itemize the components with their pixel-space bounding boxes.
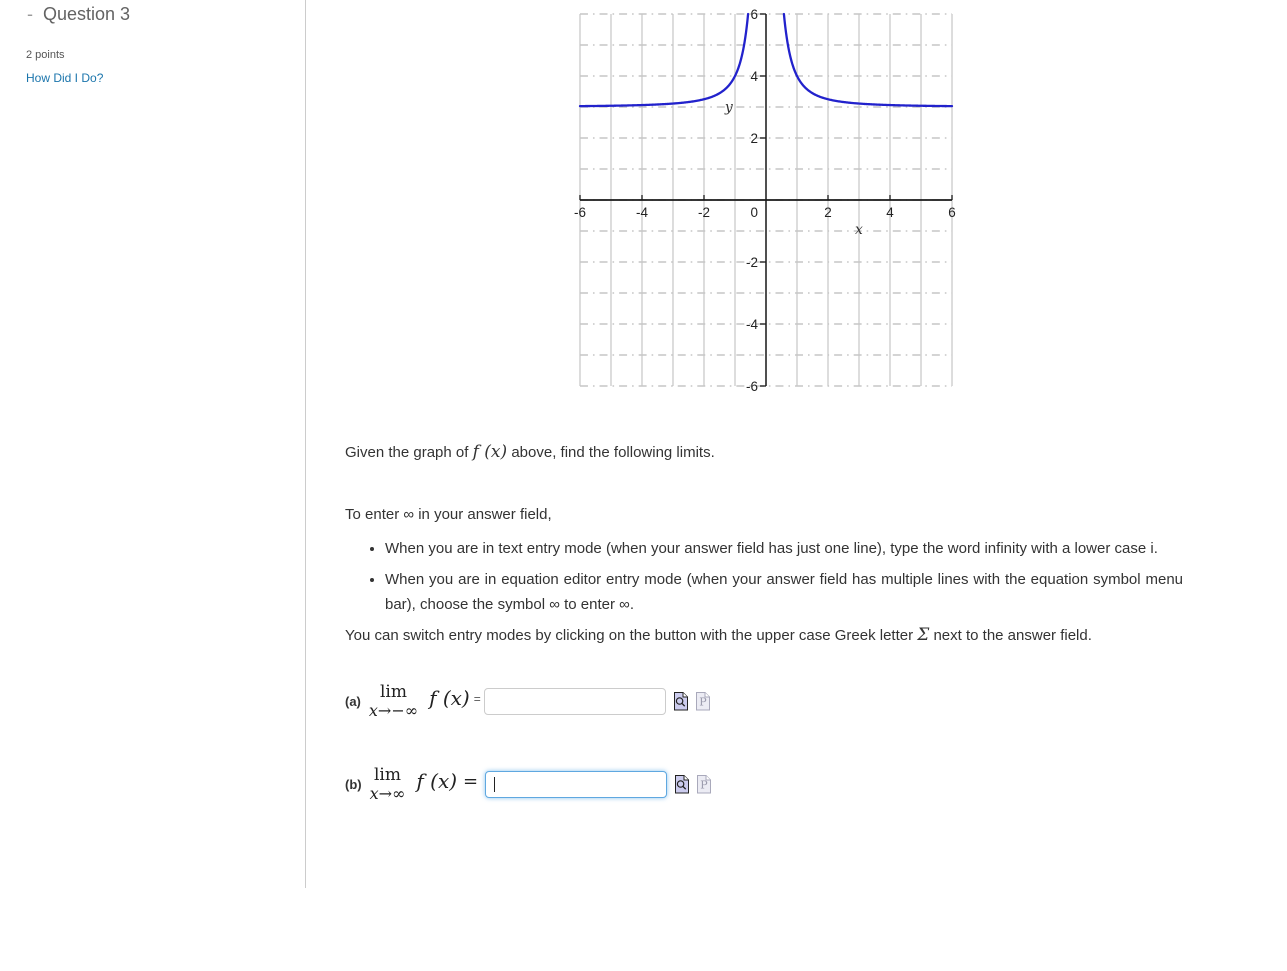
svg-text:-2: -2 [746, 254, 759, 270]
svg-text:0: 0 [750, 204, 759, 220]
lim-approach: x→∞ [369, 784, 406, 803]
answer-row-a [345, 684, 1183, 719]
collapse-toggle-icon[interactable]: - [27, 4, 33, 24]
svg-text:-6: -6 [746, 378, 759, 394]
fx-math: f (x) [429, 685, 470, 710]
plot-button [696, 692, 710, 711]
list-item: • When you are in equation editor entry mode (when your answer field has multiple lines with the equation symbol menu bar), choose the symbol ∞ to enter ∞. [385, 567, 1183, 617]
svg-text:6: 6 [750, 6, 759, 22]
svg-text:-6: -6 [574, 204, 586, 220]
svg-text:2: 2 [824, 204, 832, 220]
svg-text:2: 2 [750, 130, 759, 146]
lim-word: lim [373, 765, 401, 785]
text-cursor [494, 777, 495, 792]
svg-text:-2: -2 [698, 204, 710, 220]
part-b-label: (b) [345, 776, 362, 792]
function-graph [574, 6, 956, 394]
switch-modes-paragraph [345, 623, 1183, 648]
svg-text:P: P [699, 695, 707, 709]
fx-math: f (x) [472, 442, 508, 462]
answer-b-input[interactable] [485, 771, 667, 798]
magnifier-document-icon [674, 692, 688, 711]
plot-button [697, 775, 711, 794]
preview-button[interactable] [674, 692, 688, 711]
answer-input-wrap [485, 771, 667, 798]
question-header [0, 0, 304, 26]
question-sidebar [0, 0, 304, 87]
svg-text:4: 4 [886, 204, 894, 220]
answer-a-input[interactable] [484, 688, 666, 715]
svg-text:x: x [855, 222, 863, 239]
lim-word: lim [379, 682, 407, 702]
lim-approach: x→−∞ [368, 701, 419, 720]
function-graph-svg [574, 6, 956, 394]
list-item: • When you are in text entry mode (when your answer field has just one line), type the word infinity with a lower case i. [385, 536, 1183, 561]
switch-suffix: next to the answer field. [929, 627, 1092, 644]
given-suffix: above, find the following limits. [507, 444, 715, 461]
limit-expression [369, 684, 418, 719]
sidebar-divider [305, 0, 306, 888]
preview-button[interactable] [675, 775, 689, 794]
enter-infinity-intro: To enter ∞ in your answer field, [345, 506, 552, 523]
equals-sign: = [473, 691, 481, 706]
p-document-icon [696, 692, 710, 711]
question-title: Question 3 [43, 4, 131, 24]
svg-text:y: y [724, 99, 733, 116]
answer-row-b [345, 767, 1183, 802]
p-document-icon [697, 775, 711, 794]
question-content [345, 0, 1183, 802]
equals-sign: = [463, 770, 479, 792]
how-did-i-do-link[interactable]: How Did I Do? [26, 71, 104, 85]
svg-text:P: P [700, 778, 708, 792]
instruction-list [345, 536, 1183, 617]
given-paragraph [345, 440, 1183, 465]
limit-expression [370, 767, 406, 802]
given-prefix: Given the graph of [345, 444, 473, 461]
part-a-label: (a) [345, 693, 361, 709]
points-label: 2 points [26, 49, 65, 61]
svg-text:-4: -4 [636, 204, 648, 220]
fx-math: f (x) [416, 768, 458, 793]
svg-text:4: 4 [750, 68, 759, 84]
answer-input-wrap [484, 688, 666, 715]
magnifier-document-icon [675, 775, 689, 794]
svg-text:-4: -4 [746, 316, 759, 332]
svg-text:6: 6 [948, 204, 956, 220]
sigma-symbol: Σ [917, 625, 930, 645]
switch-prefix: You can switch entry modes by clicking on the button with the upper case Greek letter [345, 627, 918, 644]
